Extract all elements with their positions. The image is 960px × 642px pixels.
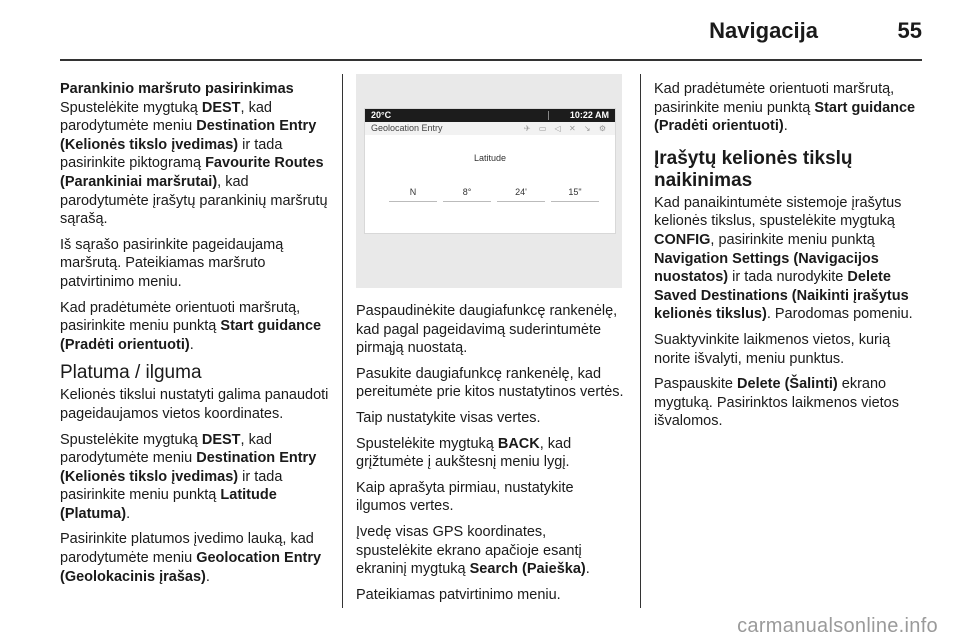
text: , kad parodytumėte meniu	[60, 99, 272, 135]
paragraph: Paspaudinėkite daugiafunkcę rankenėlę, kad pagal pageidavimą suderintumėte pirmąją nuostatą.	[356, 303, 618, 357]
bold-term: DEST	[201, 431, 241, 448]
bold-term: DEST	[201, 99, 241, 116]
geolocation-screen-figure	[356, 74, 622, 288]
paragraph	[60, 99, 330, 229]
column-middle	[356, 302, 626, 611]
paragraph	[60, 431, 330, 524]
text: Kad panaikintumėte sistemoje įrašytus kelionės tikslus, spustelėkite mygtuką	[654, 194, 902, 230]
screen-title: Geolocation Entry	[371, 123, 443, 133]
section-heading-favourite-routes	[60, 80, 330, 99]
bold-term: Delete Saved Destinations (Naikinti įrašytus kelionės tikslus)	[654, 269, 909, 323]
status-bar	[365, 109, 615, 122]
paragraph: Pasukite daugiafunkcę rankenėlę, kad pereitumėte prie kitos nustatytinos vertės.	[356, 365, 624, 401]
column-divider	[342, 74, 343, 608]
bold-term: Start guidance (Pradėti orientuoti)	[60, 318, 322, 353]
bold-term: Delete (Šalinti)	[737, 376, 838, 393]
clock-readout: 10:22 AM	[569, 110, 609, 120]
text: Spustelėkite mygtuką	[60, 99, 202, 116]
text: .	[189, 336, 194, 353]
coord-underline	[443, 201, 491, 202]
text: , pasirinkite meniu punktą	[710, 231, 875, 248]
paragraph: Kelionės tikslui nustatyti galima panaudoti pageidaujamos vietos koordinates.	[60, 387, 329, 422]
coord-seconds: 15"	[568, 187, 582, 197]
coord-underline	[551, 201, 599, 202]
temperature-readout: 20°C	[371, 110, 392, 120]
paragraph: Suaktyvinkite laikmenos vietos, kurią norite išvalyti, meniu punktus.	[654, 331, 891, 367]
text: Įvedę visas GPS koordinates, spustelėkite ekrano apačioje esantį ekraninį mygtuką	[356, 523, 582, 578]
text: Kad pradėtumėte orientuoti maršrutą, pasirinkite meniu punktą	[60, 299, 301, 335]
text: ir tada nurodykite	[728, 269, 848, 286]
bold-term: BACK	[497, 435, 540, 452]
text: , kad parodytumėte įrašytų parankinių maršrutų sąrašą.	[60, 173, 328, 228]
coord-underline	[389, 201, 437, 202]
text: .	[205, 568, 210, 585]
text: ekrano mygtuką. Pasirinktos laikmenos vietos išvalomos.	[654, 376, 899, 430]
paragraph: Kaip aprašyta pirmiau, nustatykite ilgumos vertes.	[356, 479, 574, 515]
bold-term: Search (Paieška)	[469, 561, 586, 578]
watermark: carmanualsonline.info	[737, 615, 938, 637]
coord-underline	[497, 201, 545, 202]
column-left	[60, 80, 330, 593]
paragraph	[60, 530, 330, 586]
page-header-title: Navigacija	[709, 18, 818, 43]
status-icons: ✈ ▭ ◁ ✕ ↘ ⚙	[523, 124, 609, 133]
bold-term: Start guidance (Pradėti orientuoti)	[654, 99, 916, 135]
infotainment-screen	[364, 108, 616, 234]
paragraph	[356, 435, 626, 472]
paragraph	[356, 523, 626, 579]
bold-term: Geolocation Entry (Geolokacinis įrašas)	[60, 550, 322, 585]
header-rule	[60, 59, 922, 61]
paragraph	[654, 80, 926, 136]
bold-term: CONFIG	[654, 231, 711, 248]
coord-hemisphere: N	[409, 187, 417, 197]
status-separator	[548, 111, 549, 120]
section-heading-delete-destinations: Įrašytų kelionės tikslų naikinimas	[654, 147, 853, 191]
bold-term: Navigation Settings (Navigacijos nuostatos)	[654, 250, 879, 286]
text: Spustelėkite mygtuką	[356, 435, 498, 452]
text: . Parodomas pomeniu.	[766, 306, 913, 323]
text: ir tada pasirinkite meniu punktą	[60, 468, 283, 504]
column-divider	[640, 74, 641, 608]
page-number: 55	[897, 18, 922, 43]
text: .	[585, 561, 590, 578]
bold-term: Destination Entry (Kelionės tikslo įvedimas)	[60, 118, 317, 153]
bold-term: Favourite Routes (Parankiniai maršrutai)	[60, 155, 324, 190]
screen-title-bar	[365, 122, 615, 135]
latitude-label: Latitude	[473, 153, 507, 163]
coord-degrees: 8°	[462, 187, 472, 197]
coord-minutes: 24'	[515, 187, 527, 197]
paragraph: Pateikiamas patvirtinimo meniu.	[356, 586, 561, 603]
paragraph	[60, 299, 330, 355]
text: Kad pradėtumėte orientuoti maršrutą, pasirinkite meniu punktą	[654, 81, 895, 116]
text: , kad parodytumėte meniu	[60, 431, 272, 467]
paragraph	[654, 375, 926, 431]
column-right	[654, 80, 926, 438]
paragraph: Taip nustatykite visas vertes.	[356, 409, 541, 426]
text: Spustelėkite mygtuką	[60, 431, 202, 448]
section-heading-lat-long: Platuma / ilguma	[60, 362, 202, 384]
text: Pasirinkite platumos įvedimo lauką, kad parodytumėte meniu	[60, 531, 314, 567]
heading-text: Parankinio maršruto pasirinkimas	[60, 81, 294, 97]
text: ir tada pasirinkite piktogramą	[60, 136, 283, 172]
text: Paspauskite	[654, 376, 738, 393]
bold-term: Latitude (Platuma)	[60, 487, 277, 522]
text: .	[126, 505, 131, 522]
paragraph: Iš sąrašo pasirinkite pageidaujamą maršrutą. Pateikiamas maršruto patvirtinimo meniu.	[60, 236, 284, 290]
bold-term: Destination Entry (Kelionės tikslo įvedimas)	[60, 450, 317, 485]
text: , kad grįžtumėte į aukštesnį meniu lygį.	[356, 435, 572, 471]
paragraph	[654, 194, 926, 324]
text: .	[783, 118, 788, 135]
